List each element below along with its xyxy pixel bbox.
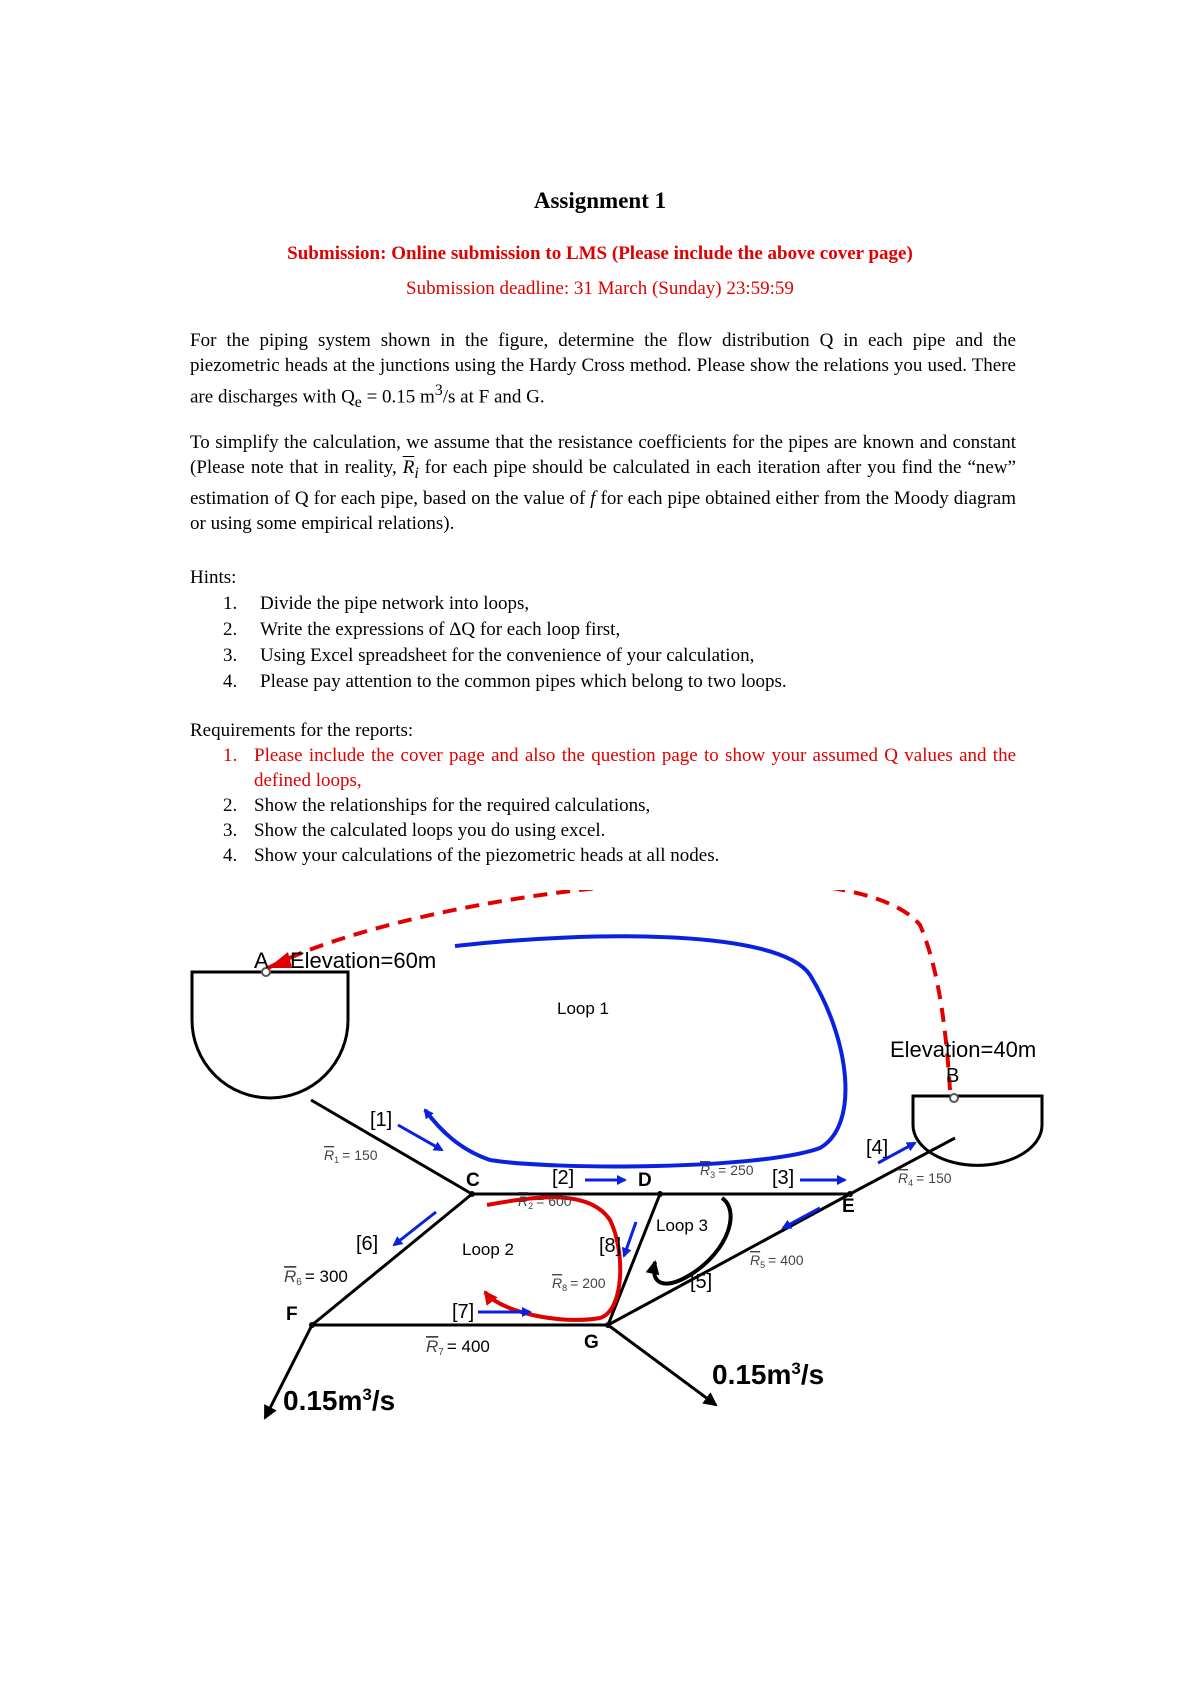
flow-arrow-5-icon — [783, 1208, 820, 1228]
pipe-4-label: [4] — [866, 1137, 889, 1159]
discharge-g-label: $0.15m^3/s$ — [712, 1359, 825, 1390]
resistance-symbol: $\overline{R}$ — [402, 457, 415, 478]
r7-label: R7 = 400 — [426, 1337, 490, 1358]
pipe-2-label: [2] — [552, 1167, 575, 1189]
node-a-label: A — [254, 948, 269, 973]
submission-instructions: Submission: Online submission to LMS (Please include the above cover page) — [287, 243, 913, 264]
list-text: Show your calculations of the piezometric heads at all nodes. — [254, 845, 720, 866]
pipe-3-label: [3] — [772, 1167, 795, 1189]
assumption-text-b: for each pipe should be calculated in each iteration after you find the “new” estimation of Q for each pipe, based on the value of — [190, 457, 1016, 509]
r8-label: $R_8 = 200$ — [552, 1275, 606, 1293]
list-number: 1. — [223, 593, 238, 614]
pipe-8 — [608, 1194, 660, 1325]
node-c-dot — [469, 1191, 475, 1197]
resistance-labels — [324, 1147, 952, 1293]
list-item — [190, 643, 1016, 669]
hints-title: Hints: — [190, 567, 237, 588]
pipe-1-label: [1] — [370, 1109, 393, 1131]
problem-statement — [190, 328, 1016, 415]
reservoir-a — [192, 972, 348, 1098]
problem-superscript: 3 — [434, 382, 443, 399]
pipe-network-figure — [190, 890, 1060, 1420]
list-text: Show the relationships for the required calculations, — [254, 795, 651, 816]
pipe-6-label: [6] — [356, 1233, 379, 1255]
requirements-title: Requirements for the reports: — [190, 720, 414, 741]
pipe-5-label: [5] — [690, 1271, 713, 1293]
list-item — [190, 843, 1016, 868]
list-text: Using Excel spreadsheet for the convenience of your calculation, — [260, 645, 755, 666]
node-f-label: F — [286, 1304, 298, 1325]
r5-label: $R_5 = 400$ — [750, 1252, 804, 1270]
list-number: 3. — [223, 820, 238, 841]
list-number: 2. — [223, 795, 238, 816]
friction-symbol: f — [590, 487, 596, 509]
list-item — [190, 793, 1016, 818]
list-text: Please include the cover page and also the question page to show your assumed Q values and the defined loops, — [254, 745, 1016, 791]
r2-label: $R_2 = 600$ — [518, 1193, 572, 1211]
problem-text-end-b: /s at F and G. — [442, 386, 545, 408]
list-item — [190, 669, 1016, 695]
elevation-b-label: Elevation=40m — [890, 1037, 1037, 1062]
outflow-g-arrow — [608, 1325, 716, 1405]
list-item — [190, 818, 1016, 843]
elevation-a-label: Elevation=60m — [290, 948, 437, 973]
hints-section — [190, 565, 1016, 695]
list-number: 2. — [223, 619, 238, 640]
list-text: Divide the pipe network into loops, — [260, 593, 530, 614]
r4-label: $R_4 = 150$ — [898, 1170, 952, 1188]
node-e-label: E — [842, 1196, 855, 1217]
path-a-to-b-dashed — [268, 890, 950, 1090]
list-number: 1. — [223, 745, 238, 766]
flow-arrow-8-icon — [624, 1222, 636, 1256]
submission-deadline: Submission deadline: 31 March (Sunday) 23:59:59 — [406, 278, 794, 299]
node-f-dot — [309, 1322, 315, 1328]
reservoir-b — [913, 1096, 1042, 1165]
page-title: Assignment 1 — [533, 188, 667, 213]
assumption-paragraph — [190, 430, 1016, 536]
problem-text: For the piping system shown in the figure, determine the flow distribution Q in each pipe and the piezometric heads at the junctions using the Hardy Cross method. Please show the relations you used. There are discharges with Q — [190, 330, 1016, 408]
node-c-label: C — [466, 1170, 480, 1191]
loop-3-label: Loop 3 — [656, 1216, 708, 1235]
list-item — [190, 617, 1016, 643]
list-number: 4. — [223, 671, 238, 692]
assumption-text-c: for each pipe obtained either from the Moody diagram or using some empirical relations). — [190, 487, 1016, 534]
pipe-6 — [312, 1194, 475, 1325]
problem-subscript: e — [354, 394, 362, 412]
problem-text-end-a: = 0.15 m — [361, 386, 435, 408]
node-b-dot — [950, 1094, 958, 1102]
node-d-dot — [657, 1191, 663, 1197]
flow-arrow-1-icon — [398, 1125, 442, 1150]
assumption-text-a: To simplify the calculation, we assume that the resistance coefficients for the pipes are known and constant (Please note that in reality, — [190, 432, 1016, 478]
node-b-label: B — [946, 1065, 960, 1087]
pipe-8-label: [8] — [599, 1235, 622, 1257]
r6-label: R6 = 300 — [284, 1267, 348, 1288]
list-number: 4. — [223, 845, 238, 866]
list-text: Show the calculated loops you do using excel. — [254, 820, 606, 841]
requirements-section — [190, 718, 1016, 868]
list-item — [190, 591, 1016, 617]
resistance-symbol-sub: i — [414, 464, 419, 482]
discharge-f-label: $0.15m^3/s$ — [283, 1385, 396, 1416]
list-text: Write the expressions of ΔQ for each loop first, — [260, 619, 621, 640]
loop-2-label: Loop 2 — [462, 1240, 514, 1259]
loop-1-label: Loop 1 — [557, 999, 609, 1018]
list-text: Please pay attention to the common pipes which belong to two loops. — [260, 671, 787, 692]
r1-label: $R_1 = 150$ — [324, 1147, 378, 1165]
dashed-arrowhead-icon — [268, 952, 292, 968]
loop-1-path — [425, 936, 845, 1166]
node-d-label: D — [638, 1170, 652, 1191]
r3-label: $R_3 = 250$ — [700, 1162, 754, 1180]
pipe-7-label: [7] — [452, 1301, 475, 1323]
list-item — [190, 743, 1016, 793]
list-number: 3. — [223, 645, 238, 666]
node-g-label: G — [584, 1332, 599, 1353]
node-g-dot — [605, 1322, 611, 1328]
